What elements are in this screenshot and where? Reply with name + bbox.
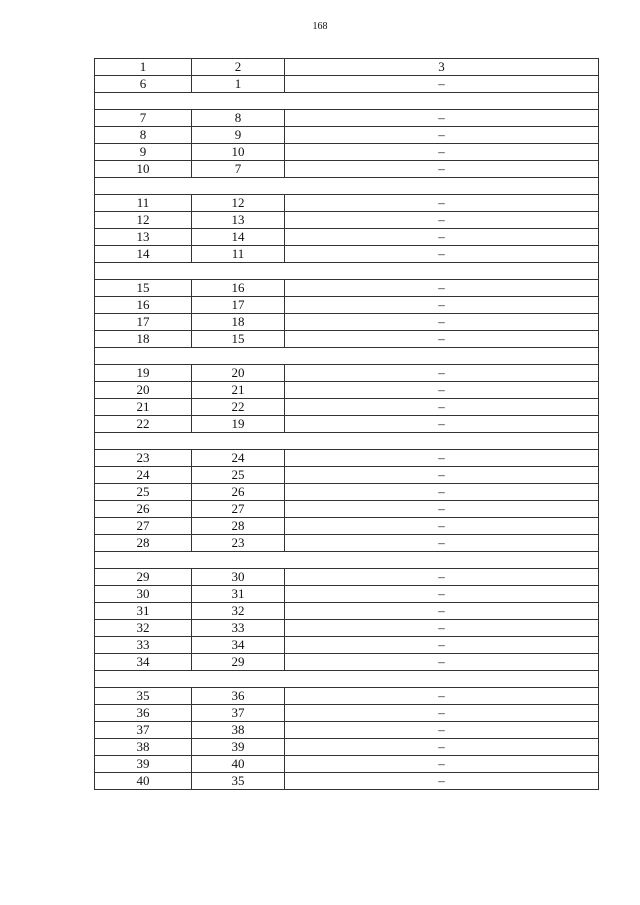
table-cell: 16 <box>95 297 192 314</box>
table-cell: 33 <box>95 637 192 654</box>
table-body <box>95 59 599 790</box>
table-cell: 24 <box>192 450 285 467</box>
table-cell: 31 <box>95 603 192 620</box>
header-cell: 3 <box>285 59 599 76</box>
table-cell: 14 <box>192 229 285 246</box>
table-cell: 18 <box>192 314 285 331</box>
table-row <box>95 161 599 178</box>
table-row <box>95 280 599 297</box>
group-separator-row <box>95 348 599 365</box>
group-separator-row <box>95 263 599 280</box>
group-separator-row <box>95 552 599 569</box>
table-cell: – <box>285 586 599 603</box>
table-row <box>95 773 599 790</box>
table-row <box>95 739 599 756</box>
table-row <box>95 382 599 399</box>
table-cell: 29 <box>95 569 192 586</box>
table-row <box>95 705 599 722</box>
table-cell: 39 <box>95 756 192 773</box>
page-number: 168 <box>312 21 328 32</box>
table-cell: 6 <box>95 76 192 93</box>
table-cell: – <box>285 314 599 331</box>
table-cell: 1 <box>192 76 285 93</box>
table-cell: 7 <box>95 110 192 127</box>
table-cell: 8 <box>192 110 285 127</box>
table-cell: – <box>285 331 599 348</box>
table-row <box>95 569 599 586</box>
table-cell: – <box>285 620 599 637</box>
table-cell: – <box>285 484 599 501</box>
table-cell: 12 <box>95 212 192 229</box>
table-cell: 15 <box>95 280 192 297</box>
separator-cell <box>95 433 599 450</box>
table-cell: 29 <box>192 654 285 671</box>
table-row <box>95 416 599 433</box>
table-row <box>95 637 599 654</box>
table-cell: – <box>285 705 599 722</box>
header-cell: 2 <box>192 59 285 76</box>
table-cell: – <box>285 756 599 773</box>
table-row <box>95 314 599 331</box>
table-cell: – <box>285 127 599 144</box>
table-row <box>95 586 599 603</box>
table-row <box>95 331 599 348</box>
table-cell: – <box>285 739 599 756</box>
table-cell: 23 <box>95 450 192 467</box>
table-cell: 24 <box>95 467 192 484</box>
separator-cell <box>95 552 599 569</box>
table-row <box>95 195 599 212</box>
table-row <box>95 688 599 705</box>
group-separator-row <box>95 93 599 110</box>
table-cell: 22 <box>192 399 285 416</box>
table-row <box>95 756 599 773</box>
table-row <box>95 127 599 144</box>
table-cell: – <box>285 229 599 246</box>
table-cell: 19 <box>192 416 285 433</box>
table-cell: 32 <box>95 620 192 637</box>
table-row <box>95 722 599 739</box>
table-row <box>95 467 599 484</box>
table-cell: – <box>285 212 599 229</box>
separator-cell <box>95 263 599 280</box>
table-cell: – <box>285 144 599 161</box>
separator-cell <box>95 671 599 688</box>
table-cell: 13 <box>95 229 192 246</box>
table-cell: – <box>285 518 599 535</box>
table-cell: 11 <box>95 195 192 212</box>
group-separator-row <box>95 178 599 195</box>
table-row <box>95 535 599 552</box>
table-cell: 40 <box>95 773 192 790</box>
table-row <box>95 399 599 416</box>
table-cell: – <box>285 535 599 552</box>
table-cell: 27 <box>95 518 192 535</box>
table-cell: – <box>285 637 599 654</box>
data-table <box>94 58 599 790</box>
table-header-row <box>95 59 599 76</box>
table-cell: 25 <box>95 484 192 501</box>
table-cell: 30 <box>95 586 192 603</box>
table-cell: – <box>285 110 599 127</box>
table-cell: 27 <box>192 501 285 518</box>
table-cell: 12 <box>192 195 285 212</box>
table-cell: 26 <box>192 484 285 501</box>
table-cell: 15 <box>192 331 285 348</box>
group-separator-row <box>95 433 599 450</box>
table-cell: 11 <box>192 246 285 263</box>
table-cell: 22 <box>95 416 192 433</box>
table-cell: 21 <box>192 382 285 399</box>
table-row <box>95 620 599 637</box>
table-cell: – <box>285 195 599 212</box>
table-cell: – <box>285 76 599 93</box>
table-cell: – <box>285 467 599 484</box>
table-cell: – <box>285 773 599 790</box>
table-cell: – <box>285 416 599 433</box>
table-row <box>95 297 599 314</box>
table-cell: 17 <box>192 297 285 314</box>
table-cell: 9 <box>192 127 285 144</box>
table-cell: 17 <box>95 314 192 331</box>
table-cell: 38 <box>192 722 285 739</box>
table-cell: – <box>285 297 599 314</box>
table-cell: 16 <box>192 280 285 297</box>
table-row <box>95 654 599 671</box>
table-row <box>95 229 599 246</box>
table-cell: 8 <box>95 127 192 144</box>
table-cell: 31 <box>192 586 285 603</box>
table-row <box>95 110 599 127</box>
table-row <box>95 501 599 518</box>
separator-cell <box>95 348 599 365</box>
group-separator-row <box>95 671 599 688</box>
table-row <box>95 484 599 501</box>
table-cell: 20 <box>192 365 285 382</box>
table-cell: 36 <box>192 688 285 705</box>
table-cell: 28 <box>192 518 285 535</box>
table-cell: 13 <box>192 212 285 229</box>
table-cell: 36 <box>95 705 192 722</box>
table-cell: 20 <box>95 382 192 399</box>
table-row <box>95 144 599 161</box>
table-cell: 33 <box>192 620 285 637</box>
table-cell: – <box>285 450 599 467</box>
table-cell: 21 <box>95 399 192 416</box>
table-cell: 26 <box>95 501 192 518</box>
table-cell: 30 <box>192 569 285 586</box>
table-row <box>95 246 599 263</box>
table-cell: 32 <box>192 603 285 620</box>
table-cell: 37 <box>95 722 192 739</box>
table-cell: – <box>285 161 599 178</box>
table-cell: 34 <box>95 654 192 671</box>
table-row <box>95 76 599 93</box>
table-cell: – <box>285 501 599 518</box>
table-cell: 35 <box>192 773 285 790</box>
table-cell: – <box>285 722 599 739</box>
table-row <box>95 365 599 382</box>
table-cell: – <box>285 280 599 297</box>
table-row <box>95 450 599 467</box>
table-cell: – <box>285 399 599 416</box>
table-cell: 18 <box>95 331 192 348</box>
separator-cell <box>95 93 599 110</box>
table-cell: – <box>285 365 599 382</box>
table-cell: – <box>285 382 599 399</box>
table-cell: 10 <box>95 161 192 178</box>
table-cell: 38 <box>95 739 192 756</box>
table-cell: 35 <box>95 688 192 705</box>
table-cell: 37 <box>192 705 285 722</box>
table-cell: 25 <box>192 467 285 484</box>
table-cell: 23 <box>192 535 285 552</box>
table-cell: 39 <box>192 739 285 756</box>
table-cell: 9 <box>95 144 192 161</box>
table-cell: – <box>285 569 599 586</box>
table-cell: 10 <box>192 144 285 161</box>
table-cell: 19 <box>95 365 192 382</box>
table-row <box>95 212 599 229</box>
table-row <box>95 603 599 620</box>
table-cell: 40 <box>192 756 285 773</box>
header-cell: 1 <box>95 59 192 76</box>
table-cell: – <box>285 654 599 671</box>
table-cell: – <box>285 246 599 263</box>
separator-cell <box>95 178 599 195</box>
table-row <box>95 518 599 535</box>
table-cell: 7 <box>192 161 285 178</box>
table-cell: 34 <box>192 637 285 654</box>
table-cell: 28 <box>95 535 192 552</box>
table-cell: – <box>285 603 599 620</box>
table-cell: 14 <box>95 246 192 263</box>
table-cell: – <box>285 688 599 705</box>
